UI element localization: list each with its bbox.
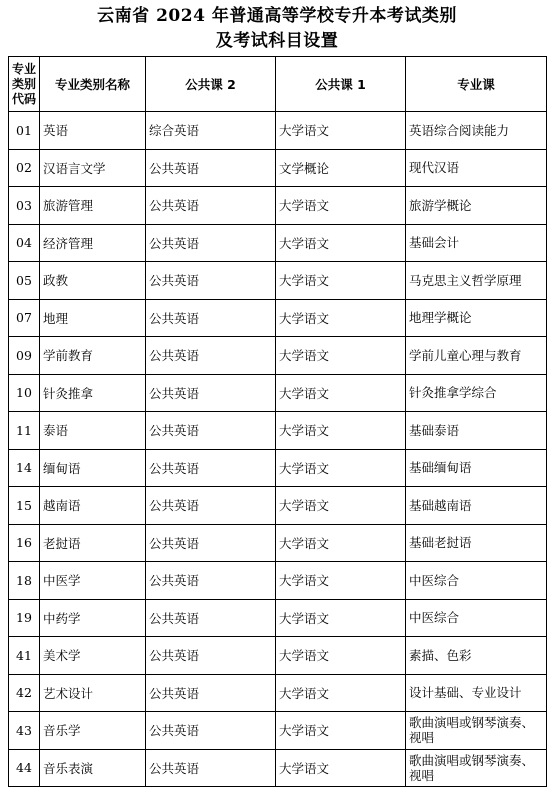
- cell-public-course-2: 公共英语: [146, 487, 276, 525]
- cell-public-course-1: 大学语文: [276, 224, 406, 262]
- cell-category-name: 经济管理: [40, 224, 146, 262]
- cell-public-course-2: 公共英语: [146, 337, 276, 375]
- cell-category-name: 泰语: [40, 412, 146, 450]
- cell-major-course: 基础越南语: [406, 487, 547, 525]
- cell-category-code: 05: [9, 262, 40, 300]
- cell-category-name: 学前教育: [40, 337, 146, 375]
- cell-public-course-2: 公共英语: [146, 712, 276, 750]
- cell-public-course-1: 大学语文: [276, 712, 406, 750]
- cell-public-course-2: 公共英语: [146, 412, 276, 450]
- cell-public-course-2: 公共英语: [146, 262, 276, 300]
- cell-category-name: 音乐学: [40, 712, 146, 750]
- cell-public-course-2: 公共英语: [146, 449, 276, 487]
- table-row: [9, 524, 547, 562]
- cell-public-course-1: 大学语文: [276, 524, 406, 562]
- cell-public-course-2: 公共英语: [146, 187, 276, 225]
- cell-public-course-2: 公共英语: [146, 224, 276, 262]
- cell-category-code: 43: [9, 712, 40, 750]
- cell-category-name: 汉语言文学: [40, 149, 146, 187]
- cell-category-code: 01: [9, 112, 40, 150]
- table-row: [9, 487, 547, 525]
- table-row: [9, 712, 547, 750]
- cell-category-code: 11: [9, 412, 40, 450]
- cell-public-course-2: 公共英语: [146, 637, 276, 675]
- cell-public-course-1: 大学语文: [276, 449, 406, 487]
- cell-category-code: 10: [9, 374, 40, 412]
- document-title: [0, 0, 554, 54]
- exam-subjects-table: [8, 56, 547, 787]
- cell-major-course: 旅游学概论: [406, 187, 547, 225]
- cell-category-code: 44: [9, 749, 40, 787]
- cell-category-name: 旅游管理: [40, 187, 146, 225]
- cell-category-name: 美术学: [40, 637, 146, 675]
- cell-category-code: 15: [9, 487, 40, 525]
- table-row: [9, 187, 547, 225]
- cell-public-course-1: 大学语文: [276, 337, 406, 375]
- cell-major-course: 设计基础、专业设计: [406, 674, 547, 712]
- cell-public-course-2: 公共英语: [146, 374, 276, 412]
- cell-public-course-1: 大学语文: [276, 374, 406, 412]
- cell-public-course-2: 公共英语: [146, 149, 276, 187]
- table-row: [9, 562, 547, 600]
- cell-major-course: 歌曲演唱或钢琴演奏、视唱: [406, 749, 547, 787]
- cell-category-name: 越南语: [40, 487, 146, 525]
- cell-category-name: 缅甸语: [40, 449, 146, 487]
- cell-public-course-1: 大学语文: [276, 262, 406, 300]
- header-category-code: 专业 类别 代码: [9, 57, 40, 112]
- cell-major-course: 基础老挝语: [406, 524, 547, 562]
- cell-major-course: 中医综合: [406, 562, 547, 600]
- cell-major-course: 基础会计: [406, 224, 547, 262]
- table-row: [9, 224, 547, 262]
- cell-public-course-1: 大学语文: [276, 562, 406, 600]
- cell-category-code: 07: [9, 299, 40, 337]
- table-row: [9, 637, 547, 675]
- table-row: [9, 112, 547, 150]
- cell-category-code: 19: [9, 599, 40, 637]
- header-public-course-2: 公共课 2: [146, 57, 276, 112]
- cell-category-code: 03: [9, 187, 40, 225]
- cell-major-course: 马克思主义哲学原理: [406, 262, 547, 300]
- cell-category-code: 41: [9, 637, 40, 675]
- header-public-course-1: 公共课 1: [276, 57, 406, 112]
- cell-category-name: 地理: [40, 299, 146, 337]
- cell-major-course: 基础泰语: [406, 412, 547, 450]
- cell-public-course-1: 大学语文: [276, 749, 406, 787]
- cell-public-course-2: 公共英语: [146, 524, 276, 562]
- cell-category-name: 英语: [40, 112, 146, 150]
- table-row: [9, 674, 547, 712]
- cell-public-course-1: 大学语文: [276, 674, 406, 712]
- table-row: [9, 599, 547, 637]
- table-row: [9, 449, 547, 487]
- cell-category-code: 16: [9, 524, 40, 562]
- cell-public-course-1: 大学语文: [276, 187, 406, 225]
- cell-public-course-1: 大学语文: [276, 112, 406, 150]
- cell-public-course-1: 大学语文: [276, 637, 406, 675]
- cell-category-code: 04: [9, 224, 40, 262]
- cell-major-course: 基础缅甸语: [406, 449, 547, 487]
- table-row: [9, 149, 547, 187]
- table-row: [9, 299, 547, 337]
- cell-category-name: 中药学: [40, 599, 146, 637]
- cell-category-code: 02: [9, 149, 40, 187]
- table-row: [9, 337, 547, 375]
- cell-public-course-1: 大学语文: [276, 487, 406, 525]
- table-row: [9, 749, 547, 787]
- cell-category-name: 音乐表演: [40, 749, 146, 787]
- cell-public-course-2: 公共英语: [146, 749, 276, 787]
- cell-category-code: 42: [9, 674, 40, 712]
- cell-category-code: 14: [9, 449, 40, 487]
- cell-category-name: 老挝语: [40, 524, 146, 562]
- cell-major-course: 现代汉语: [406, 149, 547, 187]
- cell-major-course: 地理学概论: [406, 299, 547, 337]
- cell-public-course-2: 公共英语: [146, 562, 276, 600]
- cell-public-course-2: 公共英语: [146, 599, 276, 637]
- table-row: [9, 374, 547, 412]
- table-row: [9, 262, 547, 300]
- cell-category-name: 政教: [40, 262, 146, 300]
- cell-major-course: 学前儿童心理与教育: [406, 337, 547, 375]
- title-line-1: 云南省 2024 年普通高等学校专升本考试类别: [97, 6, 457, 26]
- header-major-course: 专业课: [406, 57, 547, 112]
- cell-major-course: 针灸推拿学综合: [406, 374, 547, 412]
- cell-major-course: 英语综合阅读能力: [406, 112, 547, 150]
- cell-public-course-1: 文学概论: [276, 149, 406, 187]
- title-line-2: 及考试科目设置: [215, 31, 339, 51]
- table-body: [9, 112, 547, 787]
- header-category-name: 专业类别名称: [40, 57, 146, 112]
- cell-category-code: 09: [9, 337, 40, 375]
- cell-category-name: 中医学: [40, 562, 146, 600]
- cell-major-course: 素描、色彩: [406, 637, 547, 675]
- cell-public-course-2: 综合英语: [146, 112, 276, 150]
- cell-category-name: 艺术设计: [40, 674, 146, 712]
- table-header-row: [9, 57, 547, 112]
- cell-major-course: 歌曲演唱或钢琴演奏、视唱: [406, 712, 547, 750]
- table-row: [9, 412, 547, 450]
- cell-category-code: 18: [9, 562, 40, 600]
- cell-category-name: 针灸推拿: [40, 374, 146, 412]
- cell-public-course-2: 公共英语: [146, 674, 276, 712]
- cell-public-course-1: 大学语文: [276, 599, 406, 637]
- cell-public-course-1: 大学语文: [276, 299, 406, 337]
- cell-public-course-1: 大学语文: [276, 412, 406, 450]
- cell-major-course: 中医综合: [406, 599, 547, 637]
- cell-public-course-2: 公共英语: [146, 299, 276, 337]
